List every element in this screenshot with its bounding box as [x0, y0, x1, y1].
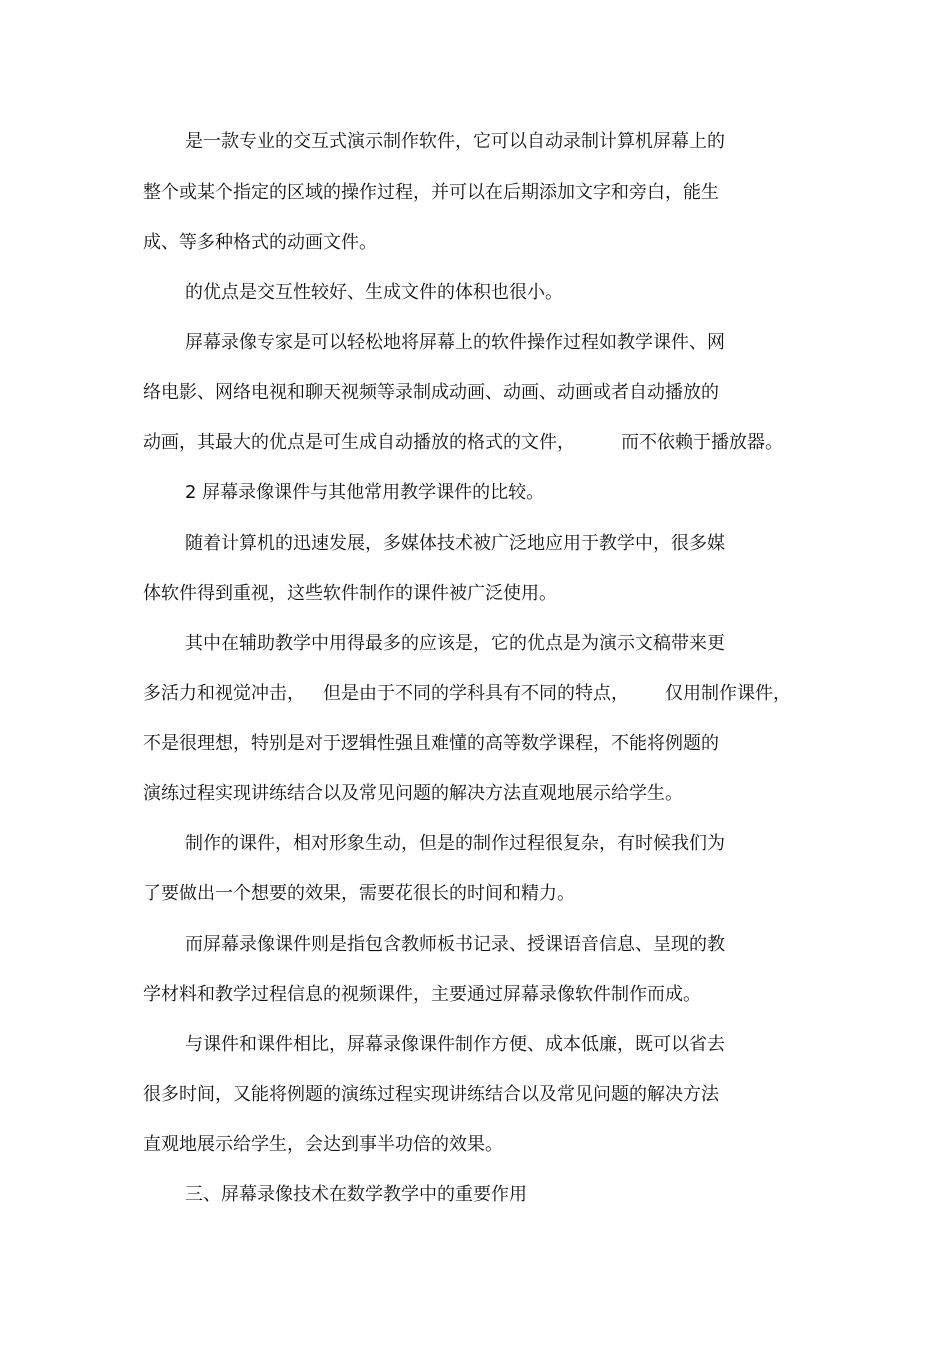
text-line: 不是很理想，特别是对于逻辑性强且难懂的高等数学课程，不能将例题的 — [143, 733, 719, 754]
text-line: 而屏幕录像课件则是指包含教师板书记录、授课语音信息、呈现的教 — [185, 934, 725, 955]
text-segment: 多活力和视觉冲击， — [143, 683, 305, 704]
section-heading: 2 屏幕录像课件与其他常用教学课件的比较。 — [185, 482, 545, 503]
text-line: 体软件得到重视，这些软件制作的课件被广泛使用。 — [143, 583, 557, 604]
text-line: 屏幕录像专家是可以轻松地将屏幕上的软件操作过程如教学课件、网 — [185, 332, 725, 353]
text-line: 直观地展示给学生，会达到事半功倍的效果。 — [143, 1134, 503, 1155]
section-heading: 三、屏幕录像技术在数学教学中的重要作用 — [185, 1184, 527, 1205]
text-line: 制作的课件，相对形象生动，但是的制作过程很复杂，有时候我们为 — [185, 833, 725, 854]
text-line: 与课件和课件相比，屏幕录像课件制作方便、成本低廉，既可以省去 — [185, 1034, 725, 1055]
text-line — [143, 683, 791, 705]
text-line: 络电影、网络电视和聊天视频等录制成动画、动画、动画或者自动播放的 — [143, 382, 719, 403]
text-segment: 动画，其最大的优点是可生成自动播放的格式的文件， — [143, 432, 575, 453]
text-line: 了要做出一个想要的效果，需要花很长的时间和精力。 — [143, 883, 575, 904]
text-segment: 但是由于不同的学科具有不同的特点， — [323, 683, 629, 704]
text-line: 整个或某个指定的区域的操作过程，并可以在后期添加文字和旁白，能生 — [143, 182, 719, 203]
text-line: 学材料和教学过程信息的视频课件，主要通过屏幕录像软件制作而成。 — [143, 984, 701, 1005]
text-line: 是一款专业的交互式演示制作软件，它可以自动录制计算机屏幕上的 — [185, 131, 725, 152]
text-line — [143, 432, 783, 454]
text-line: 的优点是交互性较好、生成文件的体积也很小。 — [185, 282, 563, 303]
text-line: 很多时间，又能将例题的演练过程实现讲练结合以及常见问题的解决方法 — [143, 1084, 719, 1105]
text-segment: 而不依赖于播放器。 — [621, 432, 783, 453]
text-line: 其中在辅助教学中用得最多的应该是，它的优点是为演示文稿带来更 — [185, 633, 725, 654]
text-line: 随着计算机的迅速发展，多媒体技术被广泛地应用于教学中，很多媒 — [185, 533, 725, 554]
text-line: 成、等多种格式的动画文件。 — [143, 232, 377, 253]
text-line: 演练过程实现讲练结合以及常见问题的解决方法直观地展示给学生。 — [143, 783, 683, 804]
text-segment: 仅用制作课件， — [665, 683, 791, 704]
